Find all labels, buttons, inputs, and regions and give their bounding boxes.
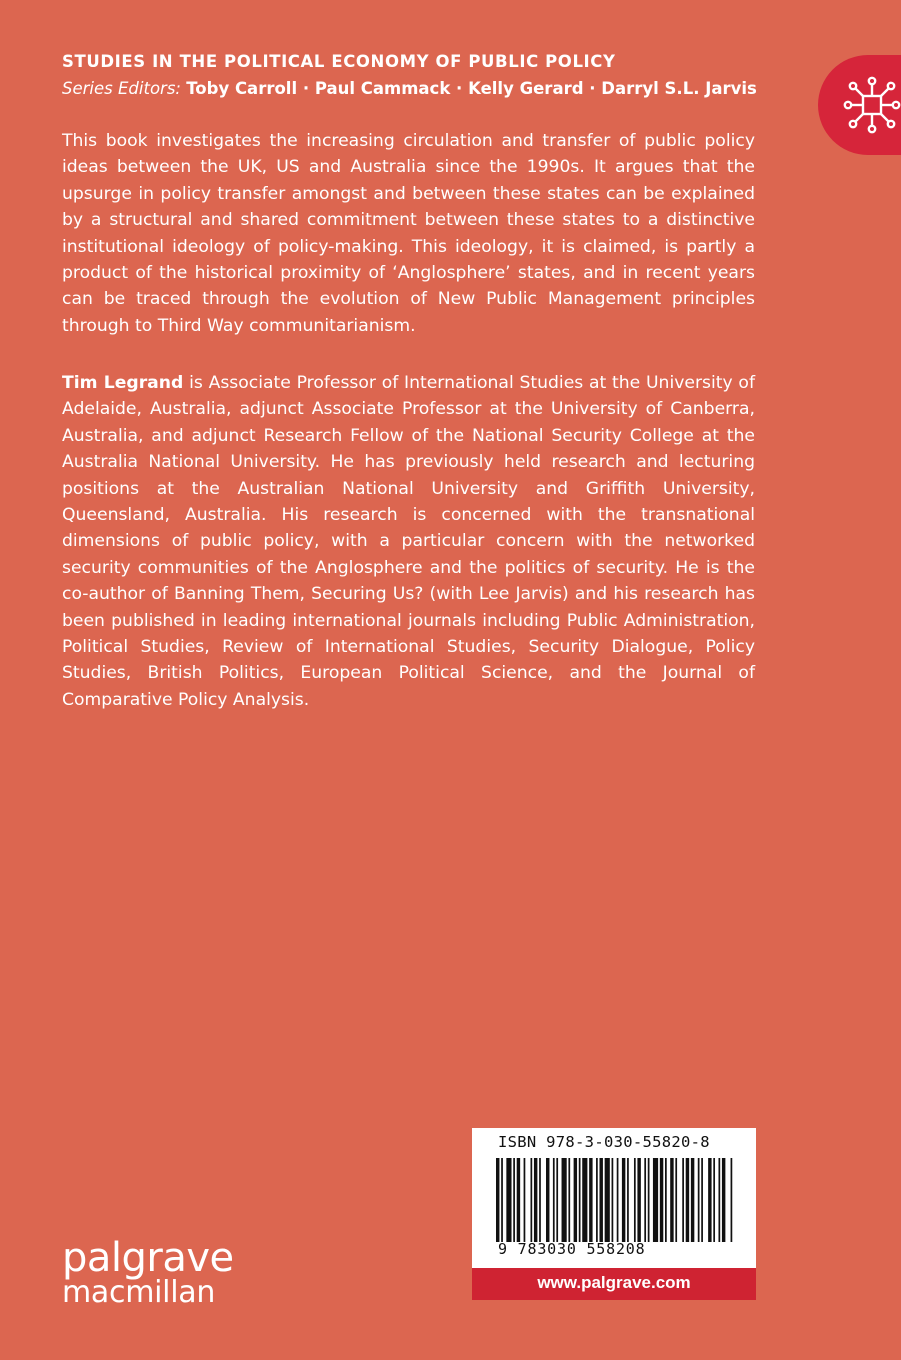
barcode-bar: [579, 1158, 581, 1242]
barcode-bar: [612, 1158, 614, 1242]
barcode-bar: [553, 1158, 555, 1242]
barcode-bar: [596, 1158, 598, 1242]
barcode-bar: [670, 1158, 673, 1242]
barcode-bar: [731, 1158, 733, 1242]
author-bio: [62, 370, 755, 713]
barcode-bar: [599, 1158, 602, 1242]
barcode-bar: [501, 1158, 503, 1242]
barcode-bar: [506, 1158, 511, 1242]
barcode-bar: [582, 1158, 587, 1242]
book-description: This book investigates the increasing circulation and transfer of public policy ideas between the UK, US and Australia since the 1990s. It argues that the upsurge in policy transfer amongst and between these states can be explained by a structural and shared commitment between these states to a distinctive institutional ideology of policy-making. This ideology, it is claimed, is partly a product of the historical proximity of ‘Anglosphere’ states, and in recent years can be traced through the evolution of New Public Management principles through to Third Way communitarianism.: [62, 131, 755, 336]
barcode-bar: [574, 1158, 577, 1242]
barcode-bar: [496, 1158, 499, 1242]
barcode-bar: [665, 1158, 667, 1242]
series-editors-names: Toby Carroll · Paul Cammack · Kelly Gerard · Darryl S.L. Jarvis: [186, 79, 757, 98]
barcode-bar: [718, 1158, 720, 1242]
author-bio-text: is Associate Professor of International Studies at the University of Adelaide, Australia, adjunct Associate Professor at the University of Canberra, Australia, and adjunct Research Fellow of the National Security College at the Australia National University. He has previously held research and lecturing positions at the Australian National University and Griffith University, Queensland, Australia. His research is concerned with the transnational dimensions of public policy, with a particular concern with the networked security communities of the Anglosphere and the politics of security. He is the co-author of Banning Them, Securing Us? (with Lee Jarvis) and his research has been published in leading international journals including Public Administration, Political Studies, Review of International Studies, Security Dialogue, Policy Studies, British Politics, European Political Science, and the Journal of Comparative Policy Analysis.: [62, 373, 755, 710]
series-title: STUDIES IN THE POLITICAL ECONOMY OF PUBLIC POLICY: [62, 52, 616, 71]
barcode-bar: [534, 1158, 537, 1242]
barcode-bar: [660, 1158, 663, 1242]
barcode-bar: [568, 1158, 570, 1242]
author-name: Tim Legrand: [62, 373, 184, 393]
barcode-bar: [644, 1158, 646, 1242]
barcode-bar: [691, 1158, 694, 1242]
barcode-bar: [617, 1158, 619, 1242]
network-icon: [838, 67, 901, 143]
publisher-logo-line2: macmillan: [62, 1275, 216, 1310]
barcode-bars: [496, 1158, 734, 1242]
barcode-bar: [562, 1158, 567, 1242]
barcode-digits: 9 783030 558208: [498, 1240, 646, 1258]
publisher-logo-line1: palgrave: [62, 1235, 234, 1281]
barcode-bar: [556, 1158, 558, 1242]
barcode-bar: [637, 1158, 640, 1242]
barcode-bar: [722, 1158, 725, 1242]
barcode-bar: [530, 1158, 532, 1242]
series-editors-label: Series Editors:: [62, 79, 181, 98]
barcode-bar: [605, 1158, 610, 1242]
barcode-bar: [675, 1158, 677, 1242]
series-badge: [818, 55, 901, 155]
publisher-logo: [62, 1235, 234, 1310]
isbn-label: ISBN 978-3-030-55820-8: [498, 1133, 710, 1151]
barcode-box: [472, 1128, 756, 1300]
publisher-url[interactable]: www.palgrave.com: [472, 1268, 756, 1300]
barcode-bar: [589, 1158, 592, 1242]
barcode-bar: [713, 1158, 715, 1242]
barcode-bar: [701, 1158, 703, 1242]
series-editors: [62, 79, 757, 98]
barcode-bar: [517, 1158, 520, 1242]
barcode-bar: [686, 1158, 689, 1242]
barcode-bar: [634, 1158, 636, 1242]
barcode-bar: [698, 1158, 700, 1242]
barcode-bar: [648, 1158, 650, 1242]
barcode-bar: [546, 1158, 549, 1242]
barcode-bar: [513, 1158, 515, 1242]
barcode-bar: [539, 1158, 541, 1242]
barcode-bar: [622, 1158, 625, 1242]
barcode-bar: [682, 1158, 684, 1242]
barcode-bar: [653, 1158, 658, 1242]
barcode-bar: [627, 1158, 629, 1242]
barcode-bar: [708, 1158, 711, 1242]
barcode-bar: [524, 1158, 526, 1242]
